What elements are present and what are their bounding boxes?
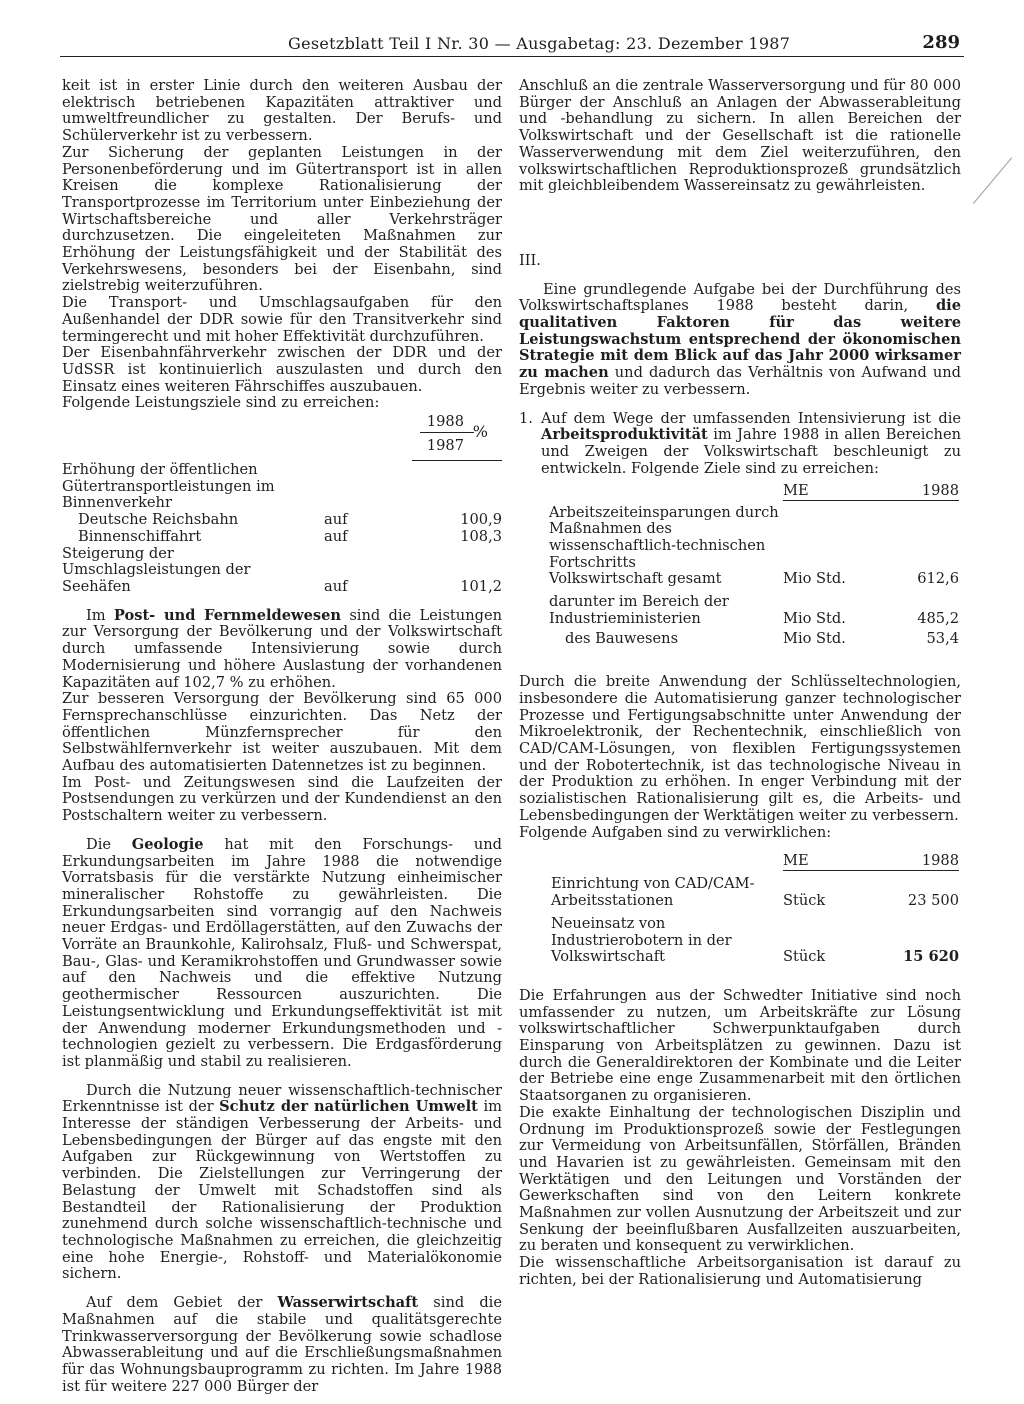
paragraph: Die Transport- und Umschlagsaufgaben für den Außenhandel der DDR sowie für den Transitverkehr sind termingerecht und mit hoher Effektivität durchzuführen.	[62, 294, 502, 345]
paragraph	[62, 1295, 502, 1395]
paragraph: Folgende Aufgaben sind zu verwirklichen:	[519, 823, 832, 841]
paragraph	[519, 282, 961, 399]
row-value: 53,4	[926, 630, 959, 648]
table-row	[549, 571, 959, 588]
header-me: ME	[783, 483, 883, 500]
fraction-bar	[420, 432, 474, 433]
row-value: 485,2	[917, 609, 959, 627]
header-year: 1988	[883, 483, 959, 500]
header-year-1988: 1988	[426, 413, 464, 431]
text-run: Im	[86, 606, 114, 624]
header-empty	[549, 483, 783, 500]
item-number: 1.	[519, 409, 533, 427]
spacer	[519, 195, 961, 253]
pen-mark	[973, 157, 1024, 242]
paragraph: Folgende Leistungsziele sind zu erreichen:	[62, 394, 380, 412]
row-group-label: Arbeitszeiteinsparungen durch Maßnahmen des wissenschaftlich-technischen Fortschritts	[549, 503, 779, 571]
table-row	[549, 588, 959, 627]
row-label: Binnenschiffahrt	[78, 527, 202, 545]
cell-empty	[883, 501, 959, 572]
paragraph: Der Eisenbahnfährverkehr zwischen der DDR und der UdSSR ist kontinuierlich auszulasten und durch den Einsatz eines weiteren Fährschiffes auszubauen.	[62, 344, 502, 395]
row-me: Stück	[783, 892, 826, 910]
paragraph: keit ist in erster Linie durch den weiteren Ausbau der elektrisch betriebenen Kapazitäten attraktiver und umweltfreundlicher zu gestalten. Der Berufs- und Schülerverkehr ist zu verbessern.	[62, 77, 502, 145]
table-header-row	[549, 483, 959, 500]
bold-term: Wasserwirtschaft	[277, 1294, 419, 1312]
paragraph: Durch die breite Anwendung der Schlüsseltechnologien, insbesondere die Automatisierung ganzer technologischer Prozesse und Fertigungsabschnitte unter Anwendung der Mikroelektronik, der Rechentechnik, einschließlich von CAD/CAM-Lösungen, von flexiblen Fertigungssystemen und der Robotertechnik, ist das technologische Niveau in der Produktion zu erhöhen. In enger Verbindung mit der sozialistischen Rationalisierung gilt es, die Arbeits- und Lebensbedingungen der Werktätigen weiter zu verbessern.	[519, 673, 961, 824]
left-column	[62, 78, 502, 1395]
spacer	[519, 648, 961, 674]
bold-term: Schutz der natürlichen Umwelt	[219, 1098, 478, 1116]
header-me: ME	[783, 853, 883, 870]
row-label: Deutsche Reichsbahn	[78, 511, 239, 529]
section-heading: III.	[519, 251, 541, 269]
text-run: sind die Maßnahmen auf die stabile und qualitätsgerechte Trinkwasserversorgung der Bevölkerung sowie schadlose Abwasserableitung und auf die Erschließungsmaßnahmen für das Wohnungsbauprogramm zu richten. Im Jahre 1988 ist für weitere 227 000 Bürger der	[62, 1294, 502, 1395]
header-rule	[412, 460, 502, 461]
text-run: hat mit den Forschungs- und Erkundungsarbeiten im Jahre 1988 die notwendige Vorratsbasis für die verstärkte Nutzung einheimischer mineralischer Rohstoffe zu gewährleisten. Die Erkundungsarbeiten sind vorrangig auf den Nachweis neuer Erdgas- und Erdöllagerstätten, auf den Zuwachs der Vorräte an Braunkohle, Kalirohsalz, Fluß- und Schwerspat, Bau-, Glas- und Keramikrohstoffen und Grundwasser sowie auf den Nachweis und die effektive Nutzung geothermischer Ressourcen auszurichten. Die Leistungsentwicklung und Erkundungseffektivität ist mit der Anwendung moderner Erkundungsmethoden und -technologien gezielt zu verbessern. Die Erdgasförderung ist planmäßig und stabil zu realisieren.	[62, 835, 502, 1070]
table-header-row	[551, 853, 959, 870]
row-me: Stück	[783, 948, 826, 966]
productivity-table	[549, 483, 959, 648]
row-me: Mio Std.	[783, 609, 846, 627]
bold-term: Post- und Fernmeldewesen	[113, 606, 342, 624]
row-label: darunter im Bereich der Industrieministerien	[549, 593, 729, 627]
table-row	[62, 529, 502, 546]
item-text	[541, 411, 961, 478]
paragraph: Zur Sicherung der geplanten Leistungen in der Personenbeförderung und im Gütertransport ist in allen Kreisen die komplexe Rationalisierung der Transportprozesse im Territorium unter Einbeziehung der Wirtschaftsbereiche und aller Verkehrsträger durchzusetzen. Die eingeleiteten Maßnahmen zur Erhöhung der Leistungsfähigkeit und der Stabilität des Verkehrswesens, besonders bei der Eisenbahn, sind zielstrebig weiterzuführen.	[62, 143, 502, 295]
row-label: Neueinsatz von Industrierobotern in der Volkswirtschaft	[551, 914, 732, 966]
row-auf: auf	[324, 511, 348, 529]
cell-empty	[783, 501, 883, 572]
bold-term: die qualitativen Faktoren für das weitere Leistungswachstum entsprechend der ökonomischen Strategie mit dem Blick auf das Jahr 2000 wirksamer zu machen	[519, 297, 961, 382]
row-value: 23 500	[907, 892, 959, 910]
bold-term: Geologie	[131, 835, 204, 853]
paragraph: Die Erfahrungen aus der Schwedter Initiative sind noch umfassender zu nutzen, um Arbeitskräfte zur Lösung volkswirtschaftlicher Schwerpunktaufgaben durch Einsparung von Arbeitsplätzen zu gewinnen. Dazu ist durch die Generaldirektoren der Kombinate und die Leiter der Betriebe eine enge Zusammenarbeit mit den örtlichen Staatsorganen zu organisieren.	[519, 986, 961, 1105]
row-group-label: Erhöhung der öffentlichen Gütertransportleistungen im Binnenverkehr	[62, 461, 275, 512]
paragraph: Anschluß an die zentrale Wasserversorgung und für 80 000 Bürger der Anschluß an Anlagen der Abwasserableitung und -behandlung zu sichern. In allen Bereichen der Volkswirtschaft und der Gesellschaft ist die rationelle Wasserverwendung mit dem Ziel weiterzuführen, den volkswirtschaftlichen Reproduktionsprozeß grundsätzlich mit gleichbleibendem Wassereinsatz zu gewährleisten.	[519, 77, 961, 195]
table-row	[551, 870, 959, 909]
text-run: im Jahre 1988 in allen Bereichen und Zweigen der Volkswirtschaft beschleunigt zu entwickeln. Folgende Ziele sind zu erreichen:	[541, 426, 961, 477]
text-run: Eine grundlegende Aufgabe bei der Durchführung des Volkswirtschaftsplanes 1988 besteht darin,	[519, 280, 961, 315]
paragraph	[62, 608, 502, 692]
header-empty	[551, 853, 783, 870]
table1-header	[62, 412, 502, 462]
row-value: 108,3	[460, 527, 502, 545]
text-run: und dadurch das Verhältnis von Aufwand und Ergebnis weiter zu verbessern.	[519, 364, 961, 398]
freight-targets-table	[62, 462, 502, 596]
table-row	[62, 462, 502, 512]
row-label: Einrichtung von CAD/CAM-Arbeitsstationen	[551, 875, 755, 910]
text-run: Durch die Nutzung neuer wissenschaftlich-technischer Erkenntnisse ist der	[62, 1081, 502, 1116]
text-run: Die	[86, 835, 132, 853]
numbered-item	[519, 411, 961, 478]
row-label: des Bauwesens	[565, 630, 679, 648]
paragraph: Zur besseren Versorgung der Bevölkerung sind 65 000 Fernsprechanschlüsse einzurichten. Das Netz der öffentlichen Münzfernsprecher für den Selbstwählfernverkehr ist weiter auszubauen. Mit dem Aufbau des automatisierten Datennetzes ist zu beginnen.	[62, 690, 502, 775]
row-auf: auf	[324, 527, 348, 545]
text-run: sind die Leistungen zur Versorgung der Bevölkerung und der Volkswirtschaft durch umfassende Intensivierung sowie durch Modernisierung und höhere Auslastung der vorhandenen Kapazitäten auf 102,7 % zu erhöhen.	[62, 606, 502, 691]
row-label: Volkswirtschaft gesamt	[549, 570, 722, 588]
table-row	[62, 512, 502, 529]
paragraph: Die exakte Einhaltung der technologischen Disziplin und Ordnung im Produktionsprozeß sowie der Festlegungen zur Vermeidung von Arbeitsunfällen, Störfällen, Bränden und Havarien ist zu gewährleisten. Gemeinsam mit den Werktätigen und den Leitungen und Vorständen der Gewerkschaften sind von den Leitern konkrete Maßnahmen zur vollen Ausnutzung der Arbeitszeit und zur Senkung der beeinflußbaren Ausfallzeiten auszuarbeiten, zu beraten und konsequent zu verwirklichen.	[519, 1103, 961, 1255]
header-year: 1988	[883, 853, 959, 870]
text-run: Auf dem Wege der umfassenden Intensivierung ist die	[541, 409, 961, 427]
paragraph	[62, 837, 502, 1071]
table-row	[549, 501, 959, 572]
gazette-title: Gesetzblatt Teil I Nr. 30 — Ausgabetag: 23. Dezember 1987	[288, 34, 791, 53]
paragraph: Im Post- und Zeitungswesen sind die Laufzeiten der Postsendungen zu verkürzen und der Kundendienst an den Postschaltern weiter zu verbessern.	[62, 773, 502, 825]
row-value: 100,9	[460, 511, 502, 529]
text-run: im Interesse der ständigen Verbesserung der Arbeits- und Lebensbedingungen der Bürger auf das engste mit den Aufgaben zur Rückgewinnung von Wertstoffen zu verbinden. Die Zielstellungen zur Verringerung der Belastung der Umwelt mit Schadstoffen sind als Bestandteil der Rationalisierung der Produktion zunehmend durch solche wissenschaftlich-technische und technologische Maßnahmen zu erreichen, die gleichzeitig eine hohe Energie-, Rohstoff- und Materialökonomie sichern.	[62, 1098, 502, 1283]
right-column	[519, 78, 961, 1289]
paragraph	[62, 1083, 502, 1283]
header-year-1987: 1987	[426, 437, 464, 455]
row-me: Mio Std.	[783, 630, 846, 648]
row-me: Mio Std.	[783, 570, 846, 588]
page-number: 289	[922, 32, 960, 53]
paragraph: Die wissenschaftliche Arbeitsorganisation ist darauf zu richten, bei der Rationalisierung und Automatisierung	[519, 1254, 961, 1288]
table-row	[551, 910, 959, 966]
row-value: 101,2	[460, 577, 502, 595]
row-value: 612,6	[917, 570, 959, 588]
table-row	[549, 627, 959, 648]
table-row	[62, 546, 502, 596]
page-header	[60, 34, 964, 57]
row-auf: auf	[324, 577, 348, 595]
header-unit: %	[472, 422, 488, 442]
row-value: 15 620	[903, 948, 959, 966]
spacer	[519, 966, 961, 988]
row-label: Steigerung der Umschlagsleistungen der Seehäfen	[62, 544, 251, 595]
bold-term: Arbeitsproduktivität	[541, 426, 708, 444]
technology-table	[551, 853, 959, 966]
spacer	[519, 841, 961, 853]
text-run: Auf dem Gebiet der	[86, 1294, 278, 1312]
